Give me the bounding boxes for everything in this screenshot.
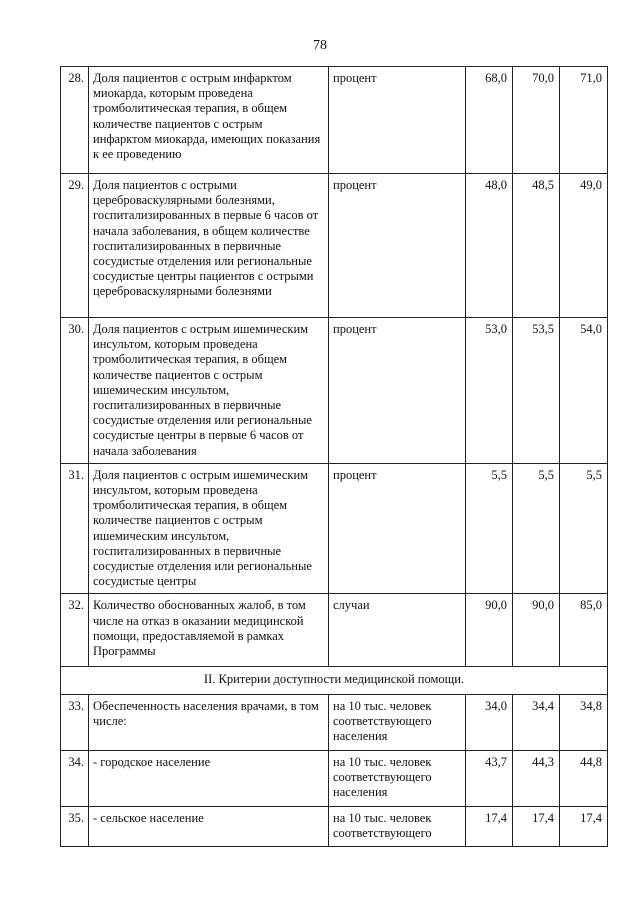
row-value-2: 5,5 [513, 463, 560, 594]
row-index: 35. [61, 806, 89, 846]
row-value-3: 49,0 [560, 174, 608, 318]
criteria-table [60, 66, 608, 847]
row-unit: процент [329, 67, 466, 174]
section-row [61, 667, 608, 694]
row-value-2: 17,4 [513, 806, 560, 846]
row-index: 29. [61, 174, 89, 318]
row-unit: на 10 тыс. человек соответствующего населения [329, 694, 466, 750]
row-criterion: Доля пациентов с острыми цереброваскулярными болезнями, госпитализированных в первые 6 часов от начала заболевания, в общем количестве госпитализированных в первичные сосудистые отделения или региональные сосудистые центры пациентов с острыми цереброваскулярными болезнями [89, 174, 329, 318]
row-unit: на 10 тыс. человек соответствующего [329, 806, 466, 846]
row-value-3: 71,0 [560, 67, 608, 174]
row-index: 31. [61, 463, 89, 594]
row-value-1: 48,0 [466, 174, 513, 318]
table-row [61, 750, 608, 806]
table-row [61, 463, 608, 594]
row-index: 33. [61, 694, 89, 750]
row-criterion: Доля пациентов с острым инфарктом миокарда, которым проведена тромболитическая терапия, в общем количестве пациентов с острым инфарктом миокарда, имеющих показания к ее проведению [89, 67, 329, 174]
row-value-1: 34,0 [466, 694, 513, 750]
row-criterion: Количество обоснованных жалоб, в том числе на отказ в оказании медицинской помощи, предоставляемой в рамках Программы [89, 594, 329, 667]
row-value-1: 5,5 [466, 463, 513, 594]
row-value-1: 17,4 [466, 806, 513, 846]
section-title: II. Критерии доступности медицинской помощи. [61, 667, 608, 694]
row-criterion: Доля пациентов с острым ишемическим инсультом, которым проведена тромболитическая терапия, в общем количестве пациентов с острым ишемическим инсультом, госпитализированных в первичные сосудистые отделения или региональные сосудистые центры в первые 6 часов от начала заболевания [89, 318, 329, 464]
row-index: 28. [61, 67, 89, 174]
row-criterion: Доля пациентов с острым ишемическим инсультом, которым проведена тромболитическая терапия, в общем количестве пациентов с острым ишемическим инсультом, госпитализированных в первичные сосудистые отделения или региональные сосудистые центры [89, 463, 329, 594]
row-index: 32. [61, 594, 89, 667]
row-unit: процент [329, 174, 466, 318]
page-number: 78 [313, 38, 327, 53]
row-value-2: 34,4 [513, 694, 560, 750]
table-row [61, 174, 608, 318]
row-value-3: 5,5 [560, 463, 608, 594]
row-value-3: 85,0 [560, 594, 608, 667]
row-index: 34. [61, 750, 89, 806]
row-criterion: - сельское население [89, 806, 329, 846]
row-unit: случаи [329, 594, 466, 667]
row-value-3: 54,0 [560, 318, 608, 464]
row-unit: процент [329, 318, 466, 464]
row-criterion: - городское население [89, 750, 329, 806]
row-unit: на 10 тыс. человек соответствующего населения [329, 750, 466, 806]
table-row [61, 67, 608, 174]
row-value-2: 48,5 [513, 174, 560, 318]
row-value-2: 70,0 [513, 67, 560, 174]
table-row [61, 318, 608, 464]
table-row [61, 806, 608, 846]
row-value-2: 53,5 [513, 318, 560, 464]
row-index: 30. [61, 318, 89, 464]
row-value-2: 90,0 [513, 594, 560, 667]
row-value-1: 43,7 [466, 750, 513, 806]
row-unit: процент [329, 463, 466, 594]
row-value-2: 44,3 [513, 750, 560, 806]
row-value-3: 17,4 [560, 806, 608, 846]
row-value-1: 90,0 [466, 594, 513, 667]
table-row [61, 694, 608, 750]
row-criterion: Обеспеченность населения врачами, в том числе: [89, 694, 329, 750]
row-value-3: 34,8 [560, 694, 608, 750]
table-row [61, 594, 608, 667]
row-value-1: 53,0 [466, 318, 513, 464]
row-value-3: 44,8 [560, 750, 608, 806]
row-value-1: 68,0 [466, 67, 513, 174]
